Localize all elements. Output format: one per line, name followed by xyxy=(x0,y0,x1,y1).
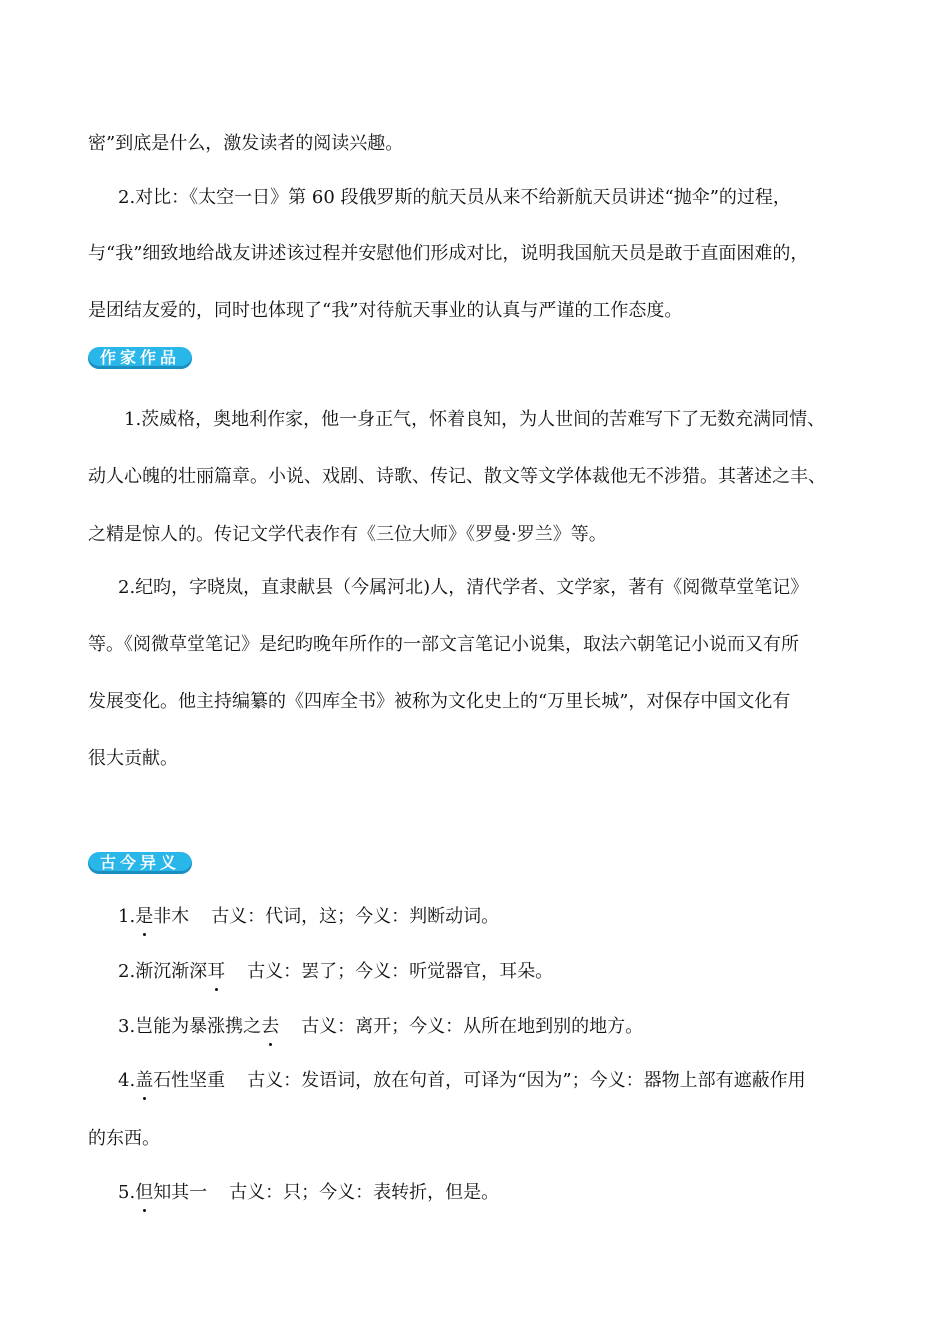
intro-line-2: 2.对比：《太空一日》第 60 段俄罗斯的航天员从来不给新航天员讲述“抛伞”的过程， xyxy=(118,187,791,208)
author-line-3: 之精是惊人的。传记文学代表作有《三位大师》《罗曼·罗兰》等。 xyxy=(88,524,607,545)
emphasis-char: 是 xyxy=(135,904,153,930)
gujin-section-badge: 古今异义 xyxy=(88,852,192,874)
gujin-item-4 xyxy=(118,1068,878,1094)
phrase-after: 非木 xyxy=(153,906,190,927)
meaning-text: 古义：发语词，放在句首，可译为“因为”；今义：器物上部有遮蔽作用 xyxy=(247,1070,806,1091)
meaning-text: 古义：罢了；今义：听觉器官，耳朵。 xyxy=(247,961,554,982)
emphasis-char: 但 xyxy=(135,1180,153,1206)
gujin-item-1 xyxy=(118,904,878,930)
meaning-text: 古义：离开；今义：从所在地到别的地方。 xyxy=(301,1016,644,1037)
gujin-item-5 xyxy=(118,1180,878,1206)
phrase-after: 石性坚重 xyxy=(153,1070,226,1091)
gujin-item-2 xyxy=(118,959,878,985)
emphasis-char: 盖 xyxy=(135,1068,153,1094)
emphasis-char: 去 xyxy=(261,1014,279,1040)
author-line-4: 2.纪昀，字晓岚，直隶献县（今属河北)人，清代学者、文学家，著有《阅微草堂笔记》 xyxy=(118,577,809,598)
gujin-item-4-continuation: 的东西。 xyxy=(88,1128,160,1149)
item-number: 4. xyxy=(118,1070,136,1091)
phrase-after: 知其一 xyxy=(153,1182,208,1203)
author-line-2: 动人心魄的壮丽篇章。小说、戏剧、诗歌、传记、散文等文学体裁他无不涉猎。其著述之丰、 xyxy=(88,466,826,487)
meaning-text: 古义：只；今义：表转折，但是。 xyxy=(229,1182,500,1203)
meaning-text: 古义：代词，这；今义：判断动词。 xyxy=(211,906,500,927)
intro-line-1: 密”到底是什么，激发读者的阅读兴趣。 xyxy=(88,133,404,154)
item-number: 1. xyxy=(118,906,136,927)
phrase-before: 渐沉渐深 xyxy=(135,961,208,982)
gujin-item-3 xyxy=(118,1014,878,1040)
intro-line-3: 与“我”细致地给战友讲述该过程并安慰他们形成对比，说明我国航天员是敢于直面困难的， xyxy=(88,243,809,264)
emphasis-char: 耳 xyxy=(207,959,225,985)
author-line-6: 发展变化。他主持编纂的《四库全书》被称为文化史上的“万里长城”，对保存中国文化有 xyxy=(88,691,791,712)
item-number: 2. xyxy=(118,961,136,982)
item-number: 3. xyxy=(118,1016,136,1037)
phrase-before: 岂能为暴涨携之 xyxy=(135,1016,262,1037)
author-line-1: 1.茨威格，奥地利作家，他一身正气，怀着良知，为人世间的苦难写下了无数充满同情、 xyxy=(124,409,826,430)
author-line-7: 很大贡献。 xyxy=(88,748,178,769)
author-line-5: 等。《阅微草堂笔记》是纪昀晚年所作的一部文言笔记小说集，取法六朝笔记小说而又有所 xyxy=(88,634,799,655)
item-number: 5. xyxy=(118,1182,136,1203)
intro-line-4: 是团结友爱的，同时也体现了“我”对待航天事业的认真与严谨的工作态度。 xyxy=(88,300,683,321)
author-section-badge: 作家作品 xyxy=(88,347,192,369)
